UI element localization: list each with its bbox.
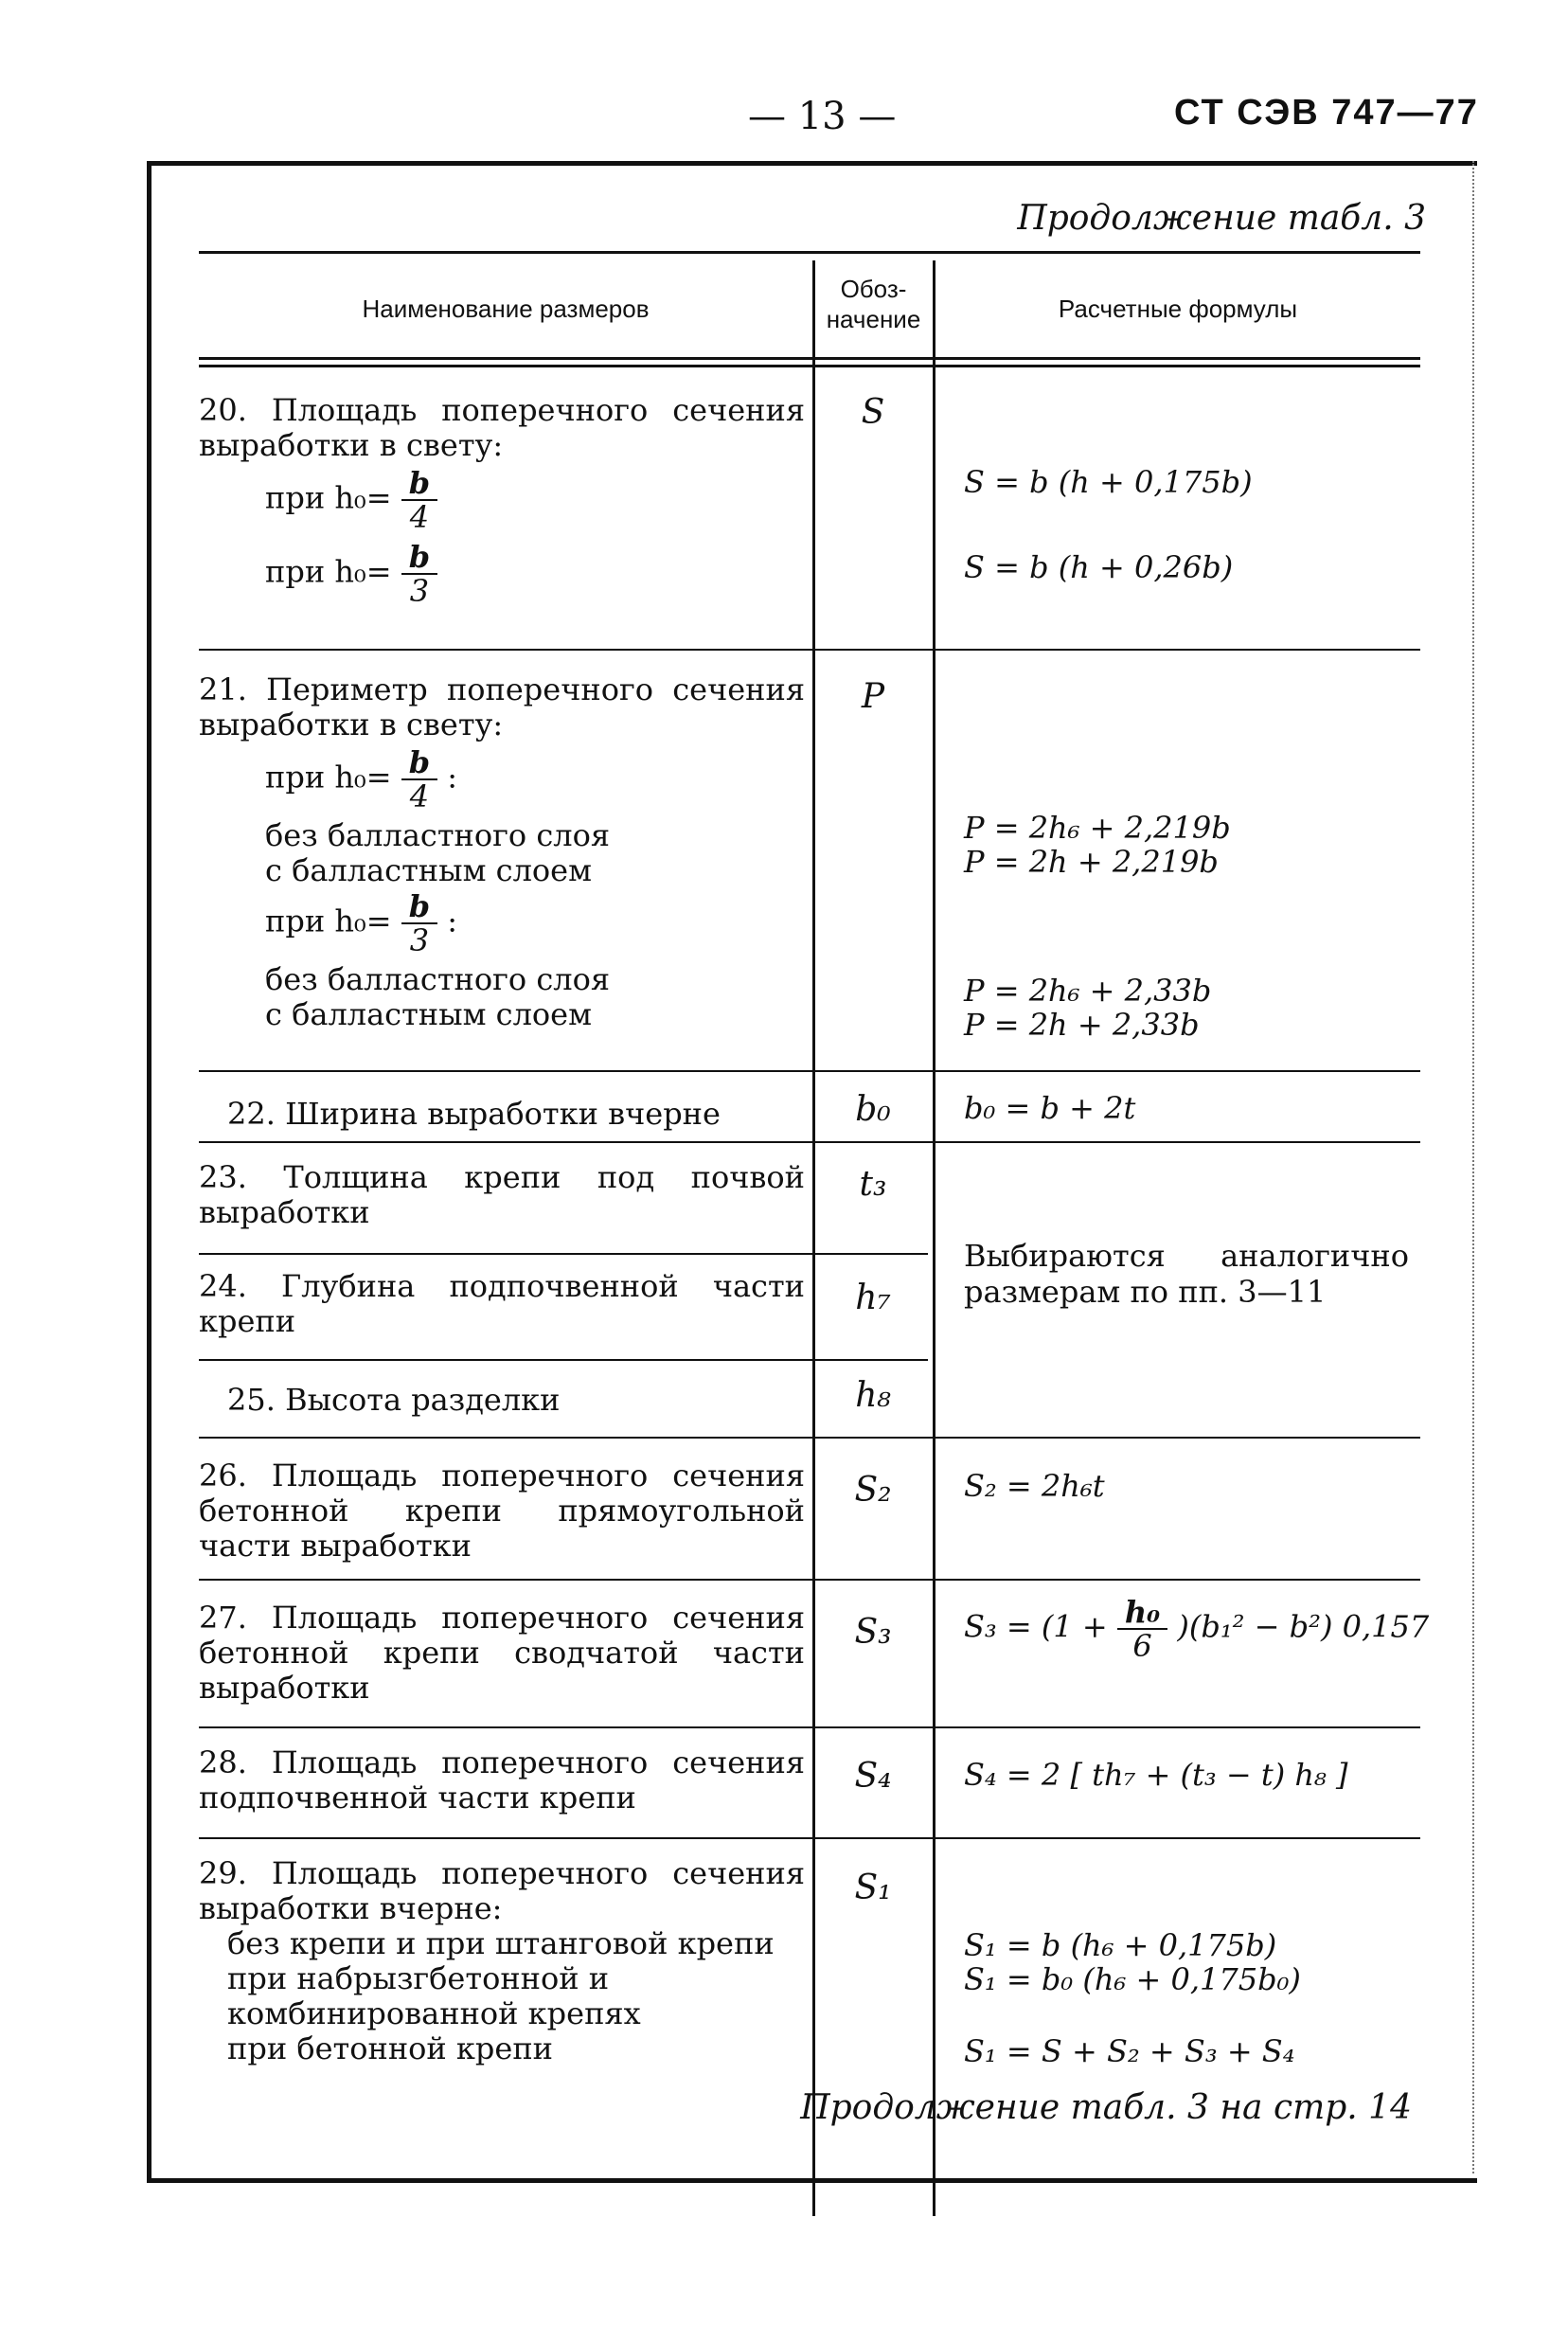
- cond-tail: :: [447, 759, 458, 796]
- fraction: [401, 467, 437, 533]
- row-24-symbol: h₇: [855, 1279, 891, 1317]
- row-29-c3: при бетонной крепи: [227, 2030, 553, 2066]
- row-25-rule: [199, 1437, 1420, 1439]
- frac-num: b: [401, 746, 437, 780]
- row-27-symbol: S₃: [854, 1613, 892, 1652]
- frac-num: b: [401, 541, 437, 575]
- row-28-title: 28. Площадь поперечного сечения подпочвенной части крепи: [199, 1744, 805, 1815]
- column-rule-2: [933, 260, 935, 2216]
- row-24-rule: [199, 1359, 928, 1361]
- row-26-title: 26. Площадь поперечного сечения бетонной крепи прямоугольной части выработки: [199, 1458, 805, 1564]
- formula-head: S₃ = (1 +: [964, 1608, 1108, 1645]
- row-27-title: 27. Площадь поперечного сечения бетонной крепи сводчатой части выработки: [199, 1600, 805, 1706]
- header-bottom-rule-2: [199, 365, 1420, 367]
- rows-23-25-note: Выбираются аналогично размерам по пп. 3—11: [964, 1238, 1409, 1310]
- fraction: [401, 890, 437, 957]
- standard-code: СТ СЭВ 747—77: [1174, 93, 1479, 133]
- row-21-rule: [199, 1070, 1420, 1072]
- cond-label: при h₀=: [265, 479, 392, 516]
- row-20-name: [199, 393, 805, 607]
- row-29-formula-3: S₁ = S + S₂ + S₃ + S₄: [964, 2033, 1295, 2069]
- cond-tail: :: [447, 903, 458, 939]
- row-22-formula: b₀ = b + 2t: [964, 1090, 1136, 1126]
- column-rule-1: [812, 260, 815, 2216]
- row-29-symbol: S₁: [854, 1869, 892, 1907]
- row-28-name: [199, 1745, 805, 1815]
- row-29-c1: без крепи и при штанговой крепи: [227, 1925, 775, 1961]
- row-29-c2: при набрызгбетонной и комбинированной крепях: [227, 1960, 641, 2031]
- row-29-formula-1: S₁ = b (h₆ + 0,175b): [964, 1927, 1277, 1963]
- table-top-rule: [199, 251, 1420, 254]
- row-28-rule: [199, 1837, 1420, 1839]
- frac-num: b: [401, 890, 437, 924]
- row-20-cond1: [199, 467, 805, 533]
- fraction: [401, 746, 437, 813]
- row-24-name: [199, 1269, 805, 1339]
- row-22-symbol: b₀: [855, 1090, 891, 1129]
- row-29-formula-2: S₁ = b₀ (h₆ + 0,175b₀): [964, 1961, 1301, 1997]
- row-20-symbol: S: [861, 393, 885, 432]
- header-bottom-rule: [199, 357, 1420, 360]
- header-symbol: Обоз- начение: [826, 275, 921, 333]
- row-21-b1: без балластного слоя: [265, 961, 611, 997]
- fraction: [1117, 1596, 1167, 1662]
- cond-label: при h₀=: [265, 903, 392, 939]
- row-26-symbol: S₂: [854, 1471, 892, 1510]
- row-21-formula-1: P = 2h₆ + 2,219b: [964, 810, 1231, 846]
- row-26-formula: S₂ = 2h₆t: [964, 1468, 1105, 1504]
- row-21-formula-3: P = 2h₆ + 2,33b: [964, 973, 1212, 1009]
- row-26-name: [199, 1458, 805, 1564]
- row-23-title: 23. Толщина крепи под почвой выработки: [199, 1159, 805, 1230]
- frac-den: 3: [409, 573, 430, 609]
- row-28-formula: S₄ = 2 [ th₇ + (t₃ − t) h₈ ]: [964, 1757, 1348, 1793]
- row-20-rule: [199, 649, 1420, 651]
- row-26-rule: [199, 1579, 1420, 1581]
- header-formulas: Расчетные формулы: [1058, 295, 1298, 323]
- row-23-symbol: t₃: [859, 1165, 887, 1204]
- row-21-cond2: [199, 890, 805, 957]
- row-22-rule: [199, 1141, 1420, 1143]
- frac-den: 6: [1132, 1628, 1152, 1664]
- header-name: Наименование размеров: [362, 295, 650, 323]
- row-21-formula-4: P = 2h + 2,33b: [964, 1007, 1200, 1043]
- row-28-symbol: S₄: [854, 1757, 892, 1796]
- row-27-name: [199, 1601, 805, 1706]
- frac-den: 3: [409, 922, 430, 958]
- row-20-title: 20. Площадь поперечного сечения выработки в свету:: [199, 392, 805, 463]
- row-20-formula-2: S = b (h + 0,26b): [964, 549, 1234, 585]
- row-22-name: [199, 1097, 805, 1132]
- frac-num: b: [401, 467, 437, 501]
- row-27-formula: [964, 1596, 1429, 1662]
- row-29-title: 29. Площадь поперечного сечения выработки вчерне:: [199, 1855, 805, 1926]
- row-21-symbol: P: [861, 677, 885, 716]
- row-23-rule: [199, 1253, 928, 1255]
- row-21-formula-2: P = 2h + 2,219b: [964, 844, 1219, 880]
- formula-tail: )(b₁² − b²) 0,157: [1177, 1608, 1430, 1645]
- cond-label: при h₀=: [265, 759, 392, 796]
- row-21-title: 21. Периметр поперечного сечения выработки в свету:: [199, 671, 805, 742]
- cond-label: при h₀=: [265, 553, 392, 590]
- row-25-name: [199, 1383, 805, 1418]
- row-21-name: [199, 672, 805, 1032]
- row-20-cond2: [199, 541, 805, 607]
- row-25-title: 25. Высота разделки: [227, 1382, 561, 1418]
- row-21-cond1: [199, 746, 805, 813]
- continuation-top: Продолжение табл. 3: [1017, 199, 1426, 238]
- page-frame-right-edge: [1470, 161, 1474, 2173]
- page-number: — 13 —: [748, 95, 897, 138]
- continuation-bottom: Продолжение табл. 3 на стр. 14: [800, 2088, 1412, 2127]
- row-27-rule: [199, 1726, 1420, 1728]
- row-21-a1: без балластного слоя: [265, 817, 611, 853]
- row-24-title: 24. Глубина подпочвенной части крепи: [199, 1268, 805, 1339]
- row-29-name: [199, 1856, 805, 2066]
- frac-den: 4: [409, 499, 430, 535]
- frac-num: h₀: [1117, 1596, 1167, 1630]
- frac-den: 4: [409, 778, 430, 814]
- row-20-formula-1: S = b (h + 0,175b): [964, 464, 1253, 500]
- row-23-name: [199, 1160, 805, 1230]
- fraction: [401, 541, 437, 607]
- row-25-symbol: h₈: [855, 1376, 891, 1415]
- row-21-a2: с балластным слоем: [265, 852, 592, 888]
- row-21-b2: с балластным слоем: [265, 996, 592, 1032]
- row-22-title: 22. Ширина выработки вчерне: [227, 1096, 721, 1132]
